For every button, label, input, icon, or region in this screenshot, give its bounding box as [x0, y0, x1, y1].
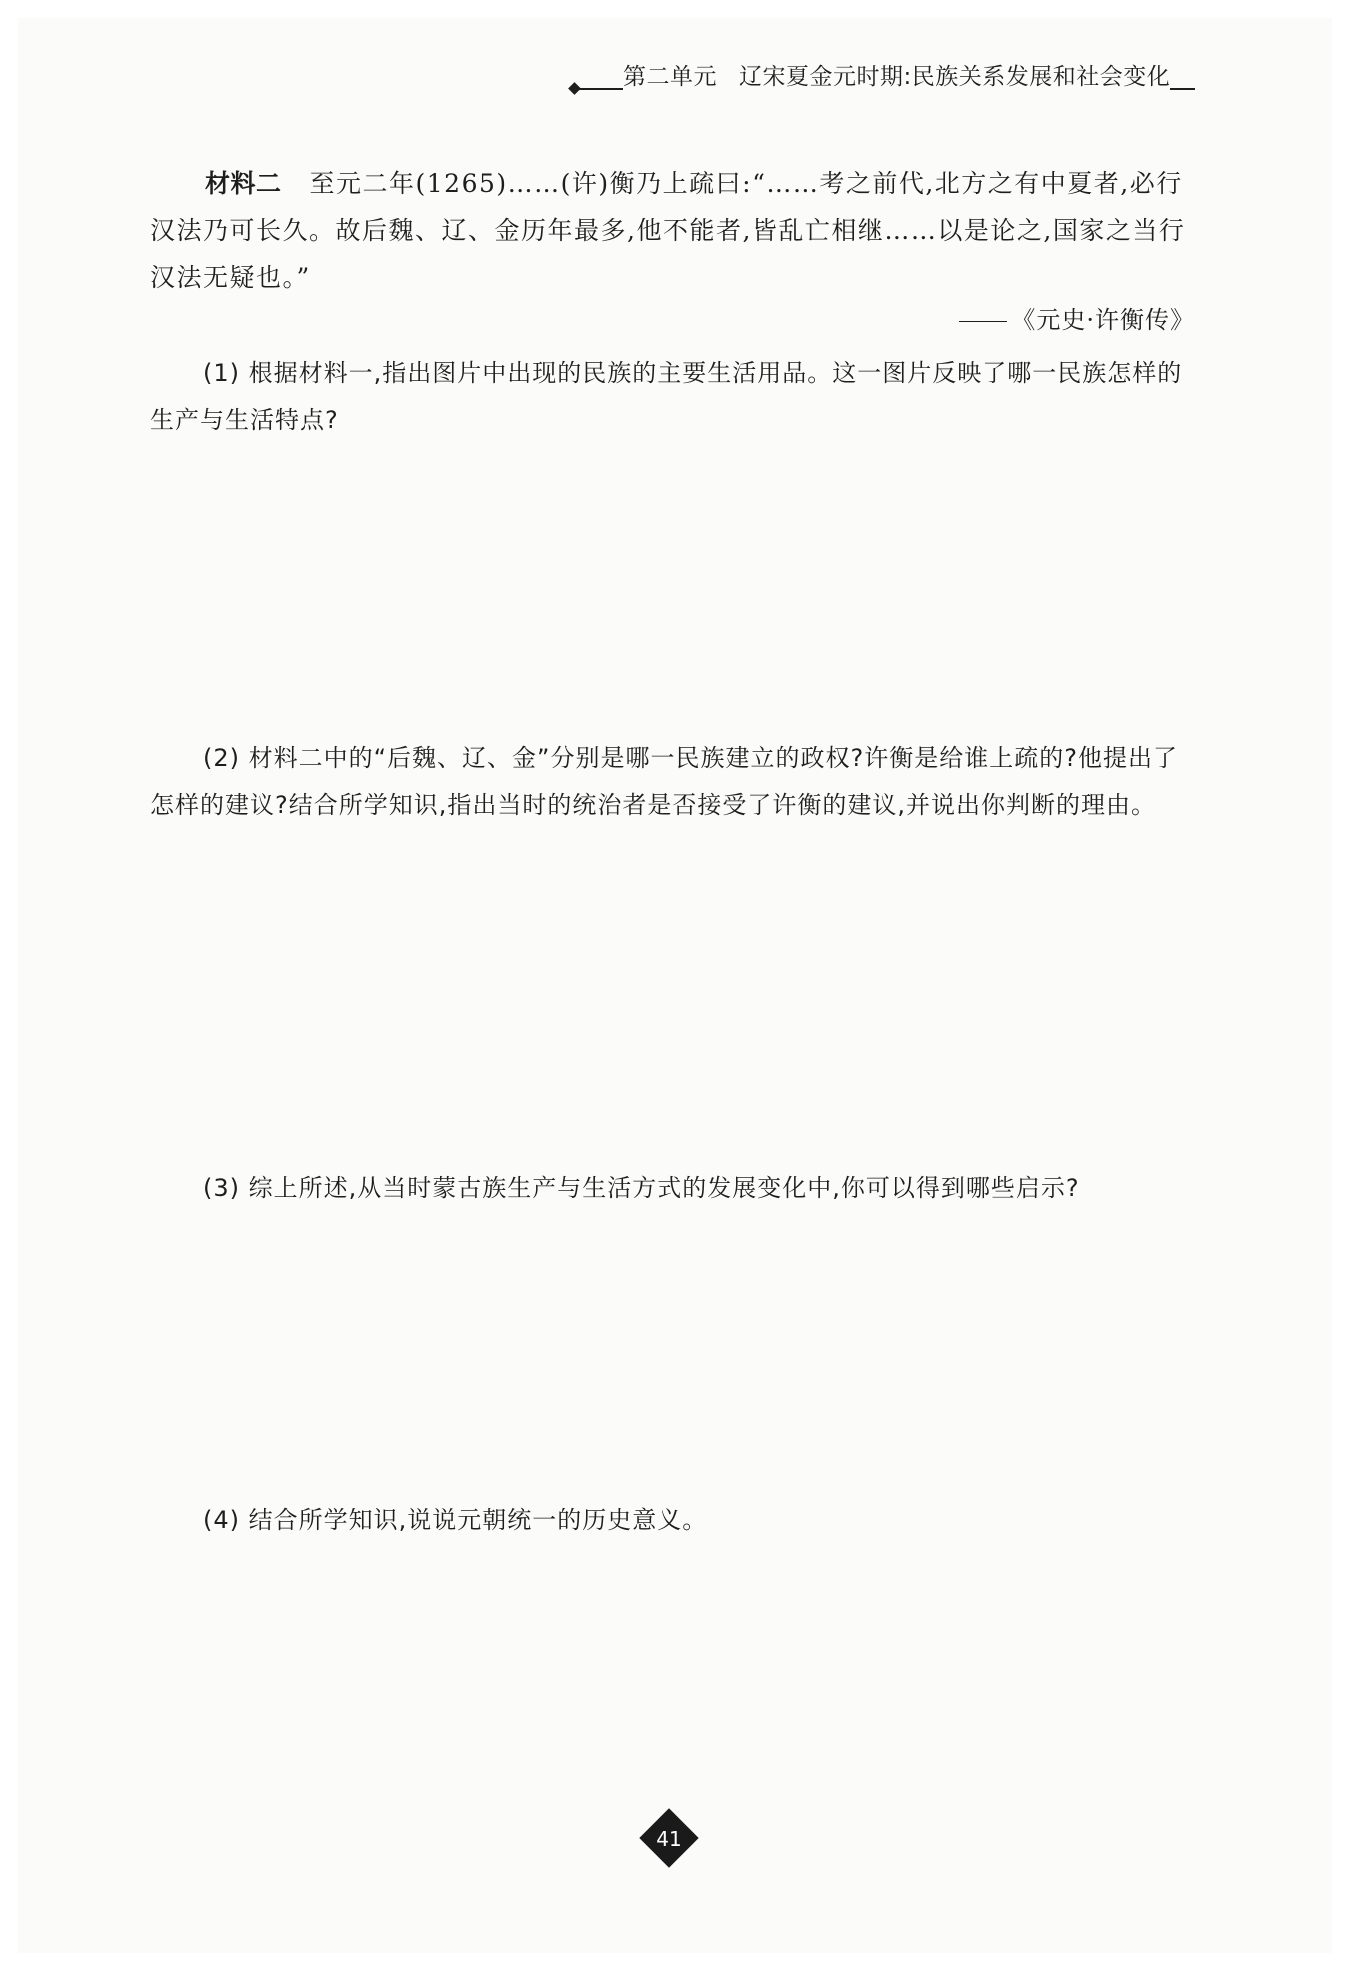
material-label: 材料二	[205, 169, 282, 198]
question-1: (1) 根据材料一,指出图片中出现的民族的主要生活用品。这一图片反映了哪一民族怎样的生产与生活特点?	[150, 359, 1183, 434]
material-two	[150, 160, 1195, 301]
material-text: 至元二年(1265)……(许)衡乃上疏曰:“……考之前代,北方之有中夏者,必行汉法乃可长久。故后魏、辽、金历年最多,他不能者,皆乱亡相继……以是论之,国家之当行汉法无疑也。”	[150, 169, 1186, 292]
material-paragraph	[150, 160, 1195, 301]
page-number: 41	[656, 1827, 682, 1851]
question-3: (3) 综上所述,从当时蒙古族生产与生活方式的发展变化中,你可以得到哪些启示?	[203, 1174, 1080, 1202]
header-title: 辽宋夏金元时期:民族关系发展和社会变化	[739, 64, 1171, 90]
diamond-bullet-icon	[568, 82, 581, 95]
header-unit: 第二单元	[623, 64, 717, 90]
source-citation: 《元史·许衡传》	[1011, 306, 1195, 334]
material-source	[959, 300, 1195, 335]
header-text	[623, 58, 1170, 91]
source-dash	[959, 321, 1007, 322]
question-2: (2) 材料二中的“后魏、辽、金”分别是哪一民族建立的政权?许衡是给谁上疏的?他提出了怎样的建议?结合所学知识,指出当时的统治者是否接受了许衡的建议,并说出你判断的理由。	[150, 744, 1178, 819]
question-4: (4) 结合所学知识,说说元朝统一的历史意义。	[203, 1506, 708, 1534]
running-header	[565, 62, 1195, 98]
